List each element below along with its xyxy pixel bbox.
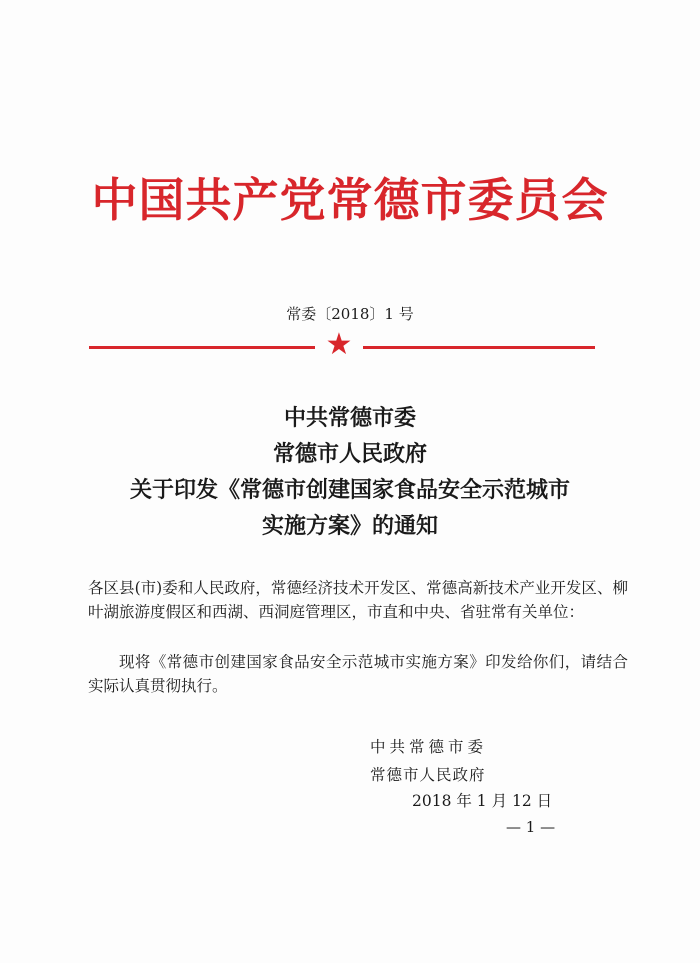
notice-title (60, 400, 640, 544)
issue-date: 2018 年 1 月 12 日 (412, 792, 553, 810)
red-rule-left (89, 346, 315, 349)
recipients-paragraph: 各区县(市)委和人民政府，常德经济技术开发区、常德高新技术产业开发区、柳叶湖旅游度假区和西湖、西洞庭管理区，市直和中央、省驻常有关单位： (88, 579, 628, 621)
signature-issuer-1: 中共常德市委 (370, 738, 488, 756)
issuing-authority-title: 中国共产党常德市委员会 (91, 173, 609, 227)
body-paragraph: 现将《常德市创建国家食品安全示范城市实施方案》印发给你们，请结合实际认真贯彻执行。 (88, 653, 628, 695)
page-number: — 1 — (506, 818, 556, 836)
title-line-3: 关于印发《常德市创建国家食品安全示范城市 (129, 477, 570, 503)
title-line-1: 中共常德市委 (283, 405, 416, 431)
title-line-4: 实施方案》的通知 (261, 513, 438, 539)
red-rule-right (363, 346, 595, 349)
title-line-2: 常德市人民政府 (272, 441, 427, 467)
red-star-icon: ★ (325, 327, 353, 362)
document-number: 常委〔2018〕1 号 (286, 305, 414, 323)
signature-issuer-2: 常德市人民政府 (370, 766, 486, 784)
